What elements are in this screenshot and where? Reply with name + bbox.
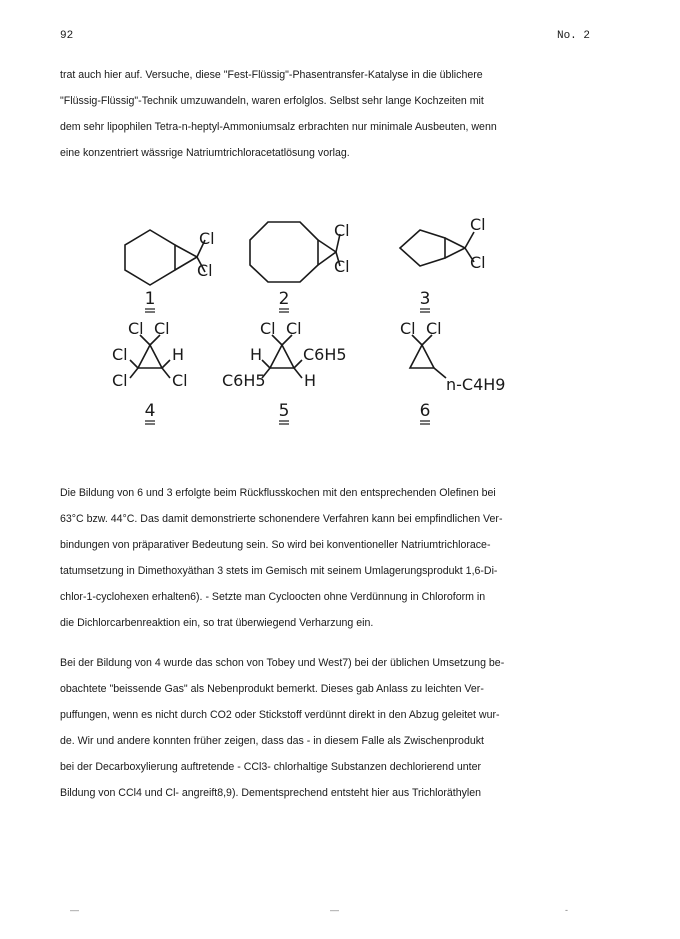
atom-label: Cl <box>112 345 128 364</box>
text-line: trat auch hier auf. Versuche, diese "Fest-Flüssig"-Phasentransfer-Katalyse in die üblichere <box>60 69 483 81</box>
atom-label: H <box>172 345 185 364</box>
footer-mark: — <box>330 905 339 915</box>
atom-label: Cl <box>334 221 350 240</box>
compound-number-2: 2 <box>278 289 290 309</box>
text-line: Die Bildung von 6 und 3 erfolgte beim Rückflusskochen mit den entsprechenden Olefinen bei <box>60 487 496 499</box>
issue-number: No. 2 <box>556 30 590 42</box>
text-line: "Flüssig-Flüssig"-Technik umzuwandeln, waren erfolglos. Selbst sehr lange Kochzeiten mit <box>60 95 484 107</box>
atom-label: Cl <box>260 319 276 338</box>
atom-label: C6H5 <box>303 345 347 364</box>
footer-mark: - <box>565 905 568 915</box>
compound-number-6: 6 <box>419 401 431 421</box>
text-line: Bei der Bildung von 4 wurde das schon von Tobey und West7) bei der üblichen Umsetzung be- <box>60 657 505 669</box>
structures-svg <box>0 200 680 440</box>
footer-mark: — <box>70 905 79 915</box>
atom-label: Cl <box>470 253 486 272</box>
text-line: de. Wir und andere konnten früher zeigen, dass das - in diesem Falle als Zwischenprodukt <box>60 735 484 747</box>
atom-label: Cl <box>199 229 215 248</box>
compound-number-3: 3 <box>419 289 431 309</box>
atom-label: Cl <box>286 319 302 338</box>
paragraph-gas <box>60 650 620 806</box>
atom-label: Cl <box>400 319 416 338</box>
atom-label: Cl <box>426 319 442 338</box>
structure-4-ring <box>138 345 162 368</box>
text-line: bindungen von präparativer Bedeutung sein. So wird bei konventioneller Natriumtrichlorace- <box>60 539 491 551</box>
text-line: 63°C bzw. 44°C. Das damit demonstrierte schonendere Verfahren kann bei empfindlichen Ver- <box>60 513 503 525</box>
paragraph-bildung <box>60 480 620 636</box>
atom-label: Cl <box>128 319 144 338</box>
structure-5-ring <box>270 345 294 368</box>
atom-label: C6H5 <box>222 371 266 390</box>
atom-label: H <box>304 371 317 390</box>
text-line: die Dichlorcarbenreaktion ein, so trat überwiegend Verharzung ein. <box>60 617 374 629</box>
text-line: puffungen, wenn es nicht durch CO2 oder Stickstoff verdünnt direkt in den Abzug geleitet wur- <box>60 709 500 721</box>
atom-label: Cl <box>112 371 128 390</box>
atom-label: n-C4H9 <box>446 375 506 394</box>
structure-3-ring <box>400 230 445 266</box>
page-number: 92 <box>60 30 74 42</box>
chemical-structures-figure <box>0 200 680 440</box>
text-line: chlor-1-cyclohexen erhalten6). - Setzte man Cycloocten ohne Verdünnung in Chloroform in <box>60 591 486 603</box>
atom-label: Cl <box>172 371 188 390</box>
text-line: bei der Decarboxylierung auftretende - CCl3- chlorhaltige Substanzen dechlorierend unter <box>60 761 482 773</box>
text-line: dem sehr lipophilen Tetra-n-heptyl-Ammoniumsalz erbrachten nur minimale Ausbeuten, wenn <box>60 121 497 133</box>
atom-label: Cl <box>197 261 213 280</box>
structure-1-ring <box>125 230 175 285</box>
text-line: Bildung von CCl4 und Cl- angreift8,9). Dementsprechend entsteht hier aus Trichloräthylen <box>60 787 482 799</box>
text-line: eine konzentriert wässrige Natriumtrichloracetatlösung vorlag. <box>60 147 350 159</box>
compound-number-4: 4 <box>144 401 156 421</box>
structure-2-ring <box>250 222 318 282</box>
atom-label: H <box>250 345 263 364</box>
atom-label: Cl <box>470 215 486 234</box>
structure-6-ring <box>410 345 434 368</box>
text-line: tatumsetzung in Dimethoxyäthan 3 stets im Gemisch mit seinem Umlagerungsprodukt 1,6-Di- <box>60 565 498 577</box>
paragraph-intro <box>60 62 620 166</box>
compound-number-5: 5 <box>278 401 290 421</box>
atom-label: Cl <box>334 257 350 276</box>
text-line: obachtete "beissende Gas" als Nebenprodukt bemerkt. Dieses gab Anlass zu leichten Ver- <box>60 683 484 695</box>
compound-number-1: 1 <box>144 289 156 309</box>
atom-label: Cl <box>154 319 170 338</box>
